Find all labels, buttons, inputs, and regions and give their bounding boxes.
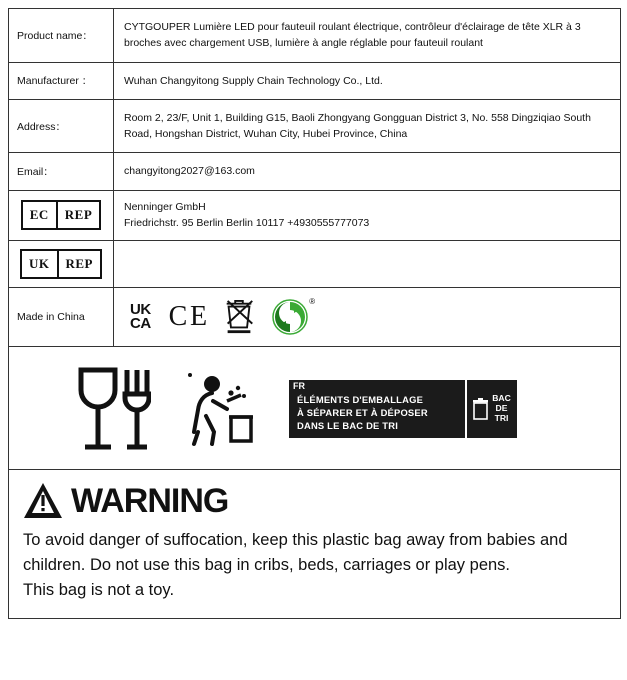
fr-country-tag: FR — [289, 380, 309, 392]
label-sheet — [8, 8, 621, 619]
address-label: Address： — [9, 100, 114, 153]
ukca-line1: UK — [130, 300, 151, 318]
warning-body — [23, 528, 606, 602]
ec-rep-row — [9, 191, 620, 242]
warning-triangle-icon — [23, 482, 63, 520]
address-value: Room 2, 23/F, Unit 1, Building G15, Baoli Zhongyang Gongguan District 3, No. 558 Dingziqiao South Road, Hongshan District, Wuhan City, Hubei Province, China — [124, 111, 591, 141]
email-value: changyitong2027@163.com — [124, 165, 255, 178]
made-in-label: Made in China — [9, 288, 114, 346]
packaging-icons-row — [9, 347, 620, 470]
fr-badge-line2: À SÉPARER ET À DÉPOSER — [297, 406, 428, 418]
green-dot-icon — [272, 297, 316, 335]
table-row — [9, 100, 620, 154]
green-dot-registered-mark: ® — [309, 297, 316, 307]
tidyman-icon — [187, 371, 253, 447]
uk-rep-row — [9, 241, 620, 288]
warning-section — [9, 470, 620, 619]
fr-bin-line3: TRI — [494, 413, 509, 424]
email-label: Email： — [9, 153, 114, 189]
uk-rep-prefix: UK — [29, 256, 50, 272]
uk-rep-icon — [20, 249, 102, 279]
ukca-line2: CA — [130, 315, 151, 333]
warning-title: WARNING — [71, 482, 229, 521]
table-row — [9, 9, 620, 63]
fr-bin-line1: BAC — [492, 393, 511, 404]
warning-paragraph-2: This bag is not a toy. — [23, 580, 175, 599]
ce-mark-icon: C E — [168, 301, 207, 333]
uk-rep-mark-cell — [9, 241, 114, 287]
ec-rep-icon — [21, 200, 102, 230]
ec-rep-company: Nenninger GmbH — [124, 200, 206, 213]
compliance-marks — [114, 288, 620, 346]
fr-bin-label — [492, 394, 511, 424]
product-name-label: Product name： — [9, 9, 114, 62]
ec-rep-suffix: REP — [56, 202, 100, 228]
fr-badge-bin-block — [465, 380, 517, 438]
fr-bin-line2: DE — [495, 403, 508, 414]
ec-rep-mark-cell — [9, 191, 114, 241]
table-row — [9, 153, 620, 190]
fr-badge-line3: DANS LE BAC DE TRI — [297, 419, 398, 431]
uk-rep-suffix: REP — [57, 251, 101, 277]
warning-header — [23, 482, 606, 520]
manufacturer-label: Manufacturer ： — [9, 63, 114, 99]
food-safe-fork-glass-icon — [75, 364, 151, 454]
origin-row — [9, 288, 620, 347]
fr-badge-text-block — [289, 380, 465, 438]
ukca-mark-icon — [130, 300, 151, 333]
weee-crossed-out-bin-icon — [224, 299, 254, 335]
fr-badge-line1: ÉLÉMENTS D'EMBALLAGE — [297, 394, 424, 406]
manufacturer-value: Wuhan Changyitong Supply Chain Technology Co., Ltd. — [124, 74, 383, 87]
ec-rep-details — [114, 191, 620, 241]
fr-packaging-badge — [289, 380, 517, 438]
product-name-value: CYTGOUPER Lumière LED pour fauteuil roulant électrique, contrôleur d'éclairage de tête XLR à 3 broches avec chargement USB, lumière à angle réglable pour fauteuil roulant — [124, 21, 581, 50]
ec-rep-address: Friedrichstr. 95 Berlin Berlin 10117 +4930555777073 — [124, 217, 370, 230]
ec-rep-prefix: EC — [29, 207, 49, 223]
table-row — [9, 63, 620, 100]
uk-rep-details — [114, 241, 620, 287]
recycle-bin-icon — [473, 398, 488, 420]
warning-paragraph-1: To avoid danger of suffocation, keep this plastic bag away from babies and children. Do not use this bag in cribs, beds, carriages or play pens. — [23, 531, 568, 574]
